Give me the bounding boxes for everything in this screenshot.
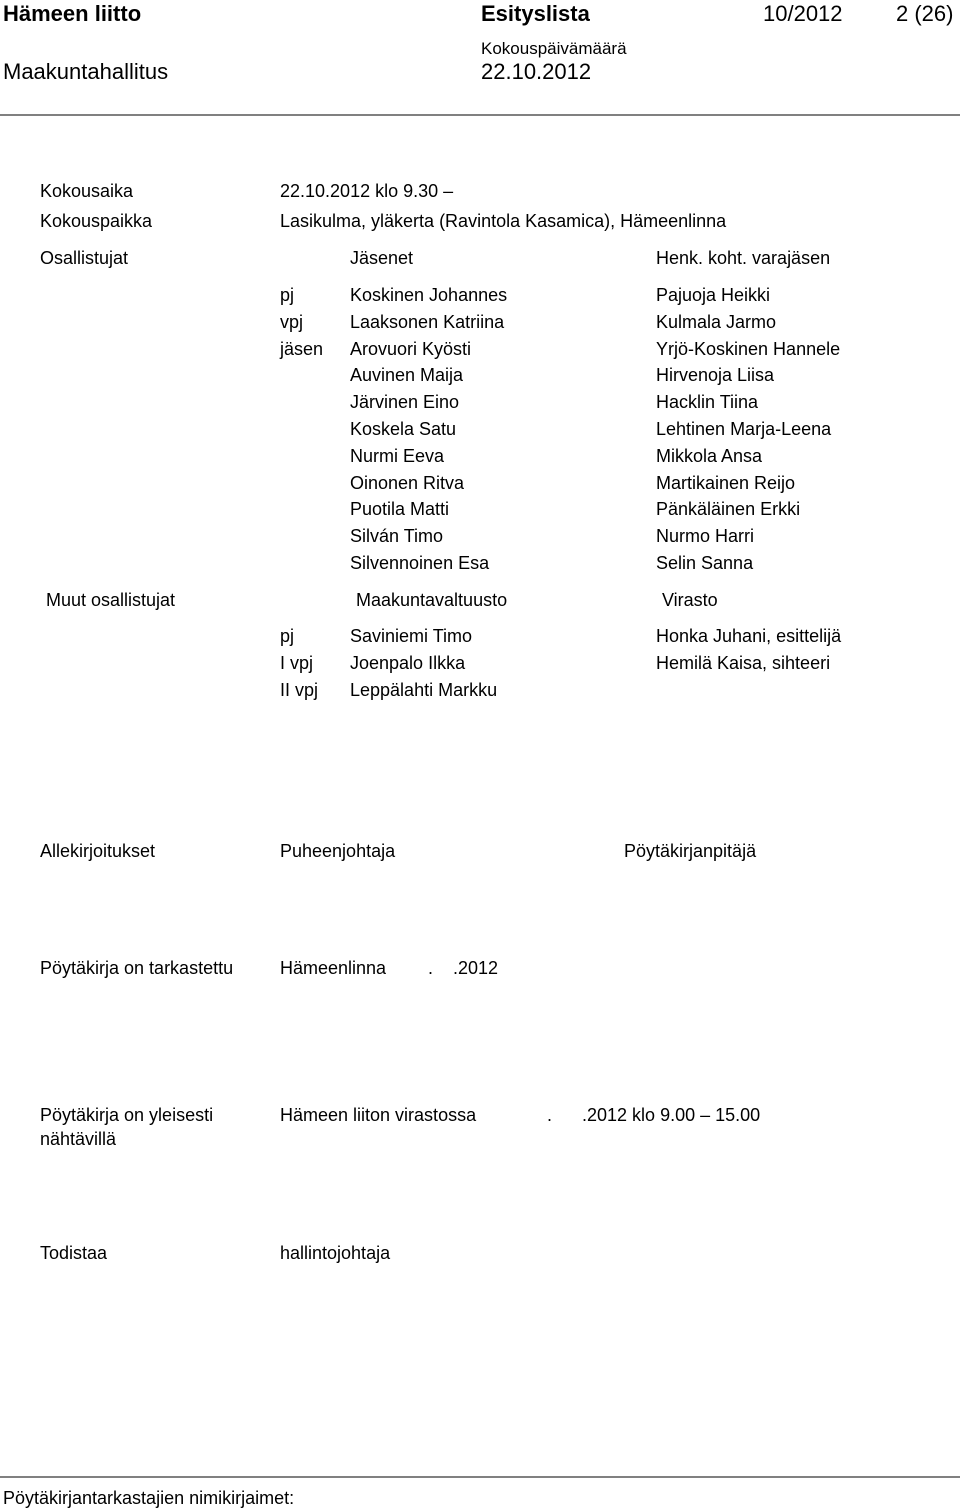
initials-label: Pöytäkirjantarkastajien nimikirjaimet:	[3, 1488, 295, 1508]
deputy-name: Kulmala Jarmo	[656, 312, 777, 332]
deputy-name: Mikkola Ansa	[656, 446, 763, 466]
public-label-line2: nähtävillä	[40, 1129, 117, 1149]
member-name: Arovuori Kyösti	[350, 339, 472, 359]
office-person: Honka Juhani, esittelijä	[656, 626, 842, 646]
header-divider	[0, 114, 960, 116]
time-value: 22.10.2012 klo 9.30 –	[280, 181, 454, 201]
checked-label: Pöytäkirja on tarkastettu	[40, 958, 234, 978]
secretary-label: Pöytäkirjanpitäjä	[624, 841, 757, 861]
member-name: Järvinen Eino	[350, 392, 460, 412]
deputy-name: Hirvenoja Liisa	[656, 365, 775, 385]
place-label: Kokouspaikka	[40, 211, 153, 231]
footer-divider	[0, 1476, 960, 1478]
doc-type: Esityslista	[481, 1, 590, 26]
body-name: Maakuntahallitus	[3, 59, 169, 84]
time-label: Kokousaika	[40, 181, 134, 201]
page-number: 2 (26)	[896, 1, 954, 26]
doc-number: 10/2012	[763, 1, 843, 26]
checked-date: . .2012	[428, 958, 499, 978]
deputy-name: Pajuoja Heikki	[656, 285, 771, 305]
council-role: II vpj	[280, 680, 319, 700]
deputy-name: Hacklin Tiina	[656, 392, 759, 412]
member-name: Oinonen Ritva	[350, 473, 465, 493]
public-label: Pöytäkirja on yleisesti	[40, 1105, 214, 1125]
certify-label: Todistaa	[40, 1243, 108, 1263]
deputy-name: Martikainen Reijo	[656, 473, 796, 493]
public-date: . .2012 klo 9.00 – 15.00	[547, 1105, 761, 1125]
deputy-name: Yrjö-Koskinen Hannele	[656, 339, 841, 359]
signatures-label: Allekirjoitukset	[40, 841, 156, 861]
chair-label: Puheenjohtaja	[280, 841, 396, 861]
council-header: Maakuntavaltuusto	[356, 590, 508, 610]
member-name: Puotila Matti	[350, 499, 450, 519]
member-name: Silván Timo	[350, 526, 444, 546]
member-name: Koskela Satu	[350, 419, 457, 439]
member-name: Koskinen Johannes	[350, 285, 508, 305]
council-role: I vpj	[280, 653, 314, 673]
date-label: Kokouspäivämäärä	[481, 39, 627, 58]
others-label: Muut osallistujat	[46, 590, 176, 610]
member-role: jäsen	[280, 339, 324, 359]
deputy-name: Pänkäläinen Erkki	[656, 499, 801, 519]
deputy-name: Lehtinen Marja-Leena	[656, 419, 832, 439]
office-person: Hemilä Kaisa, sihteeri	[656, 653, 831, 673]
date-value: 22.10.2012	[481, 59, 592, 84]
council-name: Joenpalo Ilkka	[350, 653, 466, 673]
office-header: Virasto	[662, 590, 718, 610]
participants-label: Osallistujat	[40, 248, 129, 268]
member-name: Auvinen Maija	[350, 365, 464, 385]
certify-title: hallintojohtaja	[280, 1243, 391, 1263]
council-role: pj	[280, 626, 295, 646]
place-value: Lasikulma, yläkerta (Ravintola Kasamica), Hämeenlinna	[280, 211, 727, 231]
deputies-header: Henk. koht. varajäsen	[656, 248, 831, 268]
member-name: Laaksonen Katriina	[350, 312, 505, 332]
checked-place: Hämeenlinna	[280, 958, 387, 978]
member-role: pj	[280, 285, 295, 305]
org-name: Hämeen liitto	[3, 1, 142, 26]
members-header: Jäsenet	[350, 248, 414, 268]
council-name: Saviniemi Timo	[350, 626, 473, 646]
deputy-name: Nurmo Harri	[656, 526, 755, 546]
council-name: Leppälahti Markku	[350, 680, 498, 700]
deputy-name: Selin Sanna	[656, 553, 754, 573]
member-role: vpj	[280, 312, 304, 332]
public-place: Hämeen liiton virastossa	[280, 1105, 477, 1125]
member-name: Nurmi Eeva	[350, 446, 445, 466]
member-name: Silvennoinen Esa	[350, 553, 490, 573]
